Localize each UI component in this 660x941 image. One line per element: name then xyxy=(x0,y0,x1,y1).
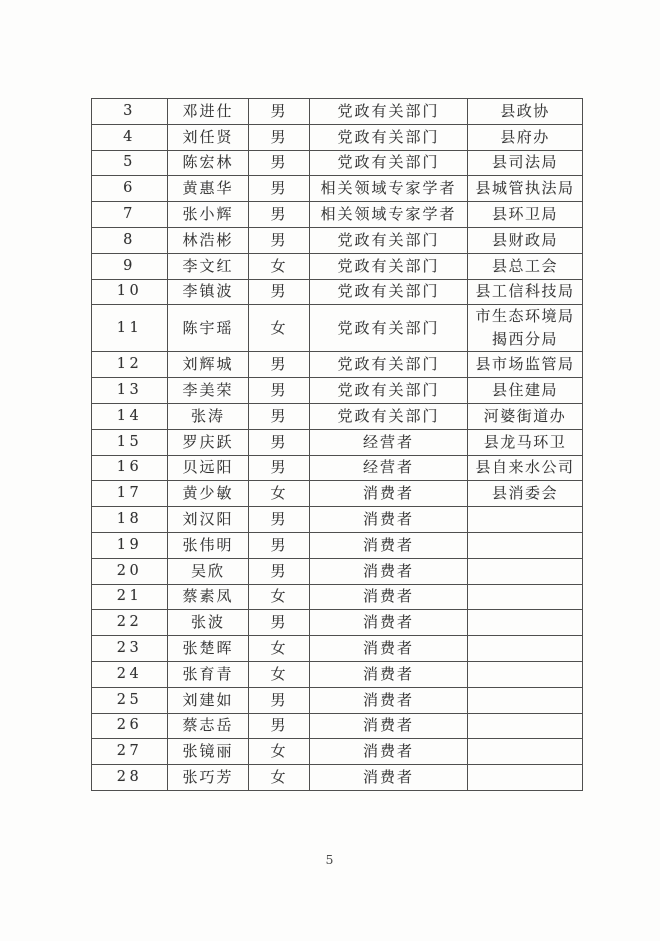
cell-org xyxy=(468,558,583,584)
cell-gender: 男 xyxy=(249,150,310,176)
cell-name: 刘建如 xyxy=(168,687,249,713)
cell-gender: 男 xyxy=(249,532,310,558)
cell-no: 22 xyxy=(92,610,168,636)
cell-gender: 男 xyxy=(249,403,310,429)
cell-category: 消费者 xyxy=(310,636,468,662)
cell-gender: 男 xyxy=(249,610,310,636)
table-row xyxy=(92,227,583,253)
table-row xyxy=(92,713,583,739)
cell-gender: 男 xyxy=(249,558,310,584)
cell-org: 县府办 xyxy=(468,124,583,150)
table-body xyxy=(92,99,583,791)
cell-org xyxy=(468,507,583,533)
cell-org xyxy=(468,713,583,739)
cell-org: 县工信科技局 xyxy=(468,279,583,305)
cell-category: 党政有关部门 xyxy=(310,99,468,125)
cell-org: 县总工会 xyxy=(468,253,583,279)
cell-name: 陈宇瑶 xyxy=(168,305,249,352)
cell-org xyxy=(468,739,583,765)
cell-name: 蔡素凤 xyxy=(168,584,249,610)
cell-category: 党政有关部门 xyxy=(310,150,468,176)
cell-category: 消费者 xyxy=(310,765,468,791)
table-row xyxy=(92,253,583,279)
cell-org: 县住建局 xyxy=(468,378,583,404)
cell-category: 相关领域专家学者 xyxy=(310,202,468,228)
cell-category: 党政有关部门 xyxy=(310,403,468,429)
cell-category: 党政有关部门 xyxy=(310,305,468,352)
cell-no: 27 xyxy=(92,739,168,765)
cell-name: 张镜丽 xyxy=(168,739,249,765)
cell-org: 县市场监管局 xyxy=(468,352,583,378)
table-row xyxy=(92,455,583,481)
cell-no: 23 xyxy=(92,636,168,662)
cell-category: 党政有关部门 xyxy=(310,352,468,378)
cell-org xyxy=(468,661,583,687)
cell-gender: 男 xyxy=(249,279,310,305)
cell-gender: 男 xyxy=(249,429,310,455)
cell-gender: 男 xyxy=(249,202,310,228)
table-row xyxy=(92,481,583,507)
cell-category: 消费者 xyxy=(310,558,468,584)
table-row xyxy=(92,584,583,610)
cell-gender: 女 xyxy=(249,739,310,765)
cell-no: 18 xyxy=(92,507,168,533)
cell-org: 县龙马环卫 xyxy=(468,429,583,455)
cell-gender: 女 xyxy=(249,253,310,279)
cell-name: 张涛 xyxy=(168,403,249,429)
cell-name: 李美荣 xyxy=(168,378,249,404)
cell-no: 13 xyxy=(92,378,168,404)
table-row xyxy=(92,687,583,713)
cell-name: 张育青 xyxy=(168,661,249,687)
cell-category: 党政有关部门 xyxy=(310,253,468,279)
table-row xyxy=(92,99,583,125)
cell-category: 消费者 xyxy=(310,584,468,610)
cell-name: 张楚晖 xyxy=(168,636,249,662)
cell-no: 25 xyxy=(92,687,168,713)
cell-org xyxy=(468,610,583,636)
cell-org: 县政协 xyxy=(468,99,583,125)
cell-no: 7 xyxy=(92,202,168,228)
table-row xyxy=(92,661,583,687)
cell-category: 消费者 xyxy=(310,481,468,507)
cell-name: 张巧芳 xyxy=(168,765,249,791)
table-row xyxy=(92,378,583,404)
page-number: 5 xyxy=(325,852,335,867)
cell-name: 蔡志岳 xyxy=(168,713,249,739)
cell-category: 消费者 xyxy=(310,661,468,687)
cell-name: 张小辉 xyxy=(168,202,249,228)
cell-no: 19 xyxy=(92,532,168,558)
cell-no: 8 xyxy=(92,227,168,253)
cell-gender: 男 xyxy=(249,99,310,125)
participants-table xyxy=(91,98,583,791)
table-row xyxy=(92,150,583,176)
cell-name: 张伟明 xyxy=(168,532,249,558)
cell-category: 经营者 xyxy=(310,429,468,455)
cell-name: 黄惠华 xyxy=(168,176,249,202)
cell-org: 市生态环境局揭西分局 xyxy=(468,305,583,352)
cell-gender: 男 xyxy=(249,713,310,739)
cell-org: 县城管执法局 xyxy=(468,176,583,202)
cell-no: 10 xyxy=(92,279,168,305)
cell-gender: 女 xyxy=(249,481,310,507)
cell-no: 14 xyxy=(92,403,168,429)
cell-name: 黄少敏 xyxy=(168,481,249,507)
table-row xyxy=(92,765,583,791)
table-row xyxy=(92,558,583,584)
cell-org: 县财政局 xyxy=(468,227,583,253)
cell-org: 县自来水公司 xyxy=(468,455,583,481)
cell-org: 县消委会 xyxy=(468,481,583,507)
cell-org: 县环卫局 xyxy=(468,202,583,228)
cell-no: 3 xyxy=(92,99,168,125)
table-row xyxy=(92,636,583,662)
cell-gender: 男 xyxy=(249,507,310,533)
cell-name: 刘汉阳 xyxy=(168,507,249,533)
cell-name: 刘任贤 xyxy=(168,124,249,150)
table-row xyxy=(92,124,583,150)
cell-category: 消费者 xyxy=(310,687,468,713)
cell-name: 李文红 xyxy=(168,253,249,279)
cell-name: 邓进仕 xyxy=(168,99,249,125)
cell-category: 消费者 xyxy=(310,532,468,558)
cell-org xyxy=(468,687,583,713)
cell-no: 21 xyxy=(92,584,168,610)
cell-gender: 男 xyxy=(249,352,310,378)
cell-no: 12 xyxy=(92,352,168,378)
cell-org xyxy=(468,532,583,558)
cell-category: 党政有关部门 xyxy=(310,378,468,404)
table-row xyxy=(92,739,583,765)
table-row xyxy=(92,507,583,533)
cell-org xyxy=(468,636,583,662)
cell-org: 县司法局 xyxy=(468,150,583,176)
cell-category: 消费者 xyxy=(310,739,468,765)
cell-name: 林浩彬 xyxy=(168,227,249,253)
cell-name: 刘辉城 xyxy=(168,352,249,378)
cell-gender: 女 xyxy=(249,765,310,791)
cell-gender: 女 xyxy=(249,584,310,610)
cell-category: 消费者 xyxy=(310,713,468,739)
cell-no: 4 xyxy=(92,124,168,150)
cell-no: 9 xyxy=(92,253,168,279)
cell-name: 贝远阳 xyxy=(168,455,249,481)
cell-category: 消费者 xyxy=(310,610,468,636)
cell-no: 28 xyxy=(92,765,168,791)
cell-org xyxy=(468,584,583,610)
cell-gender: 男 xyxy=(249,687,310,713)
cell-gender: 女 xyxy=(249,305,310,352)
table-row xyxy=(92,176,583,202)
cell-no: 17 xyxy=(92,481,168,507)
table-row xyxy=(92,279,583,305)
cell-no: 26 xyxy=(92,713,168,739)
table-row xyxy=(92,305,583,352)
cell-no: 11 xyxy=(92,305,168,352)
cell-name: 陈宏林 xyxy=(168,150,249,176)
cell-no: 6 xyxy=(92,176,168,202)
cell-name: 吴欣 xyxy=(168,558,249,584)
cell-no: 16 xyxy=(92,455,168,481)
cell-category: 经营者 xyxy=(310,455,468,481)
table-row xyxy=(92,352,583,378)
cell-no: 5 xyxy=(92,150,168,176)
cell-category: 相关领域专家学者 xyxy=(310,176,468,202)
cell-category: 党政有关部门 xyxy=(310,227,468,253)
cell-name: 李镇波 xyxy=(168,279,249,305)
cell-no: 15 xyxy=(92,429,168,455)
table-row xyxy=(92,610,583,636)
cell-gender: 男 xyxy=(249,176,310,202)
cell-category: 党政有关部门 xyxy=(310,124,468,150)
table-row xyxy=(92,532,583,558)
table-row xyxy=(92,403,583,429)
cell-category: 消费者 xyxy=(310,507,468,533)
cell-org: 河婆街道办 xyxy=(468,403,583,429)
cell-gender: 女 xyxy=(249,661,310,687)
cell-no: 20 xyxy=(92,558,168,584)
cell-name: 张波 xyxy=(168,610,249,636)
cell-gender: 男 xyxy=(249,124,310,150)
cell-name: 罗庆跃 xyxy=(168,429,249,455)
cell-org xyxy=(468,765,583,791)
cell-gender: 男 xyxy=(249,378,310,404)
cell-no: 24 xyxy=(92,661,168,687)
table-row xyxy=(92,202,583,228)
cell-category: 党政有关部门 xyxy=(310,279,468,305)
cell-gender: 女 xyxy=(249,636,310,662)
cell-gender: 男 xyxy=(249,455,310,481)
table-row xyxy=(92,429,583,455)
cell-gender: 男 xyxy=(249,227,310,253)
